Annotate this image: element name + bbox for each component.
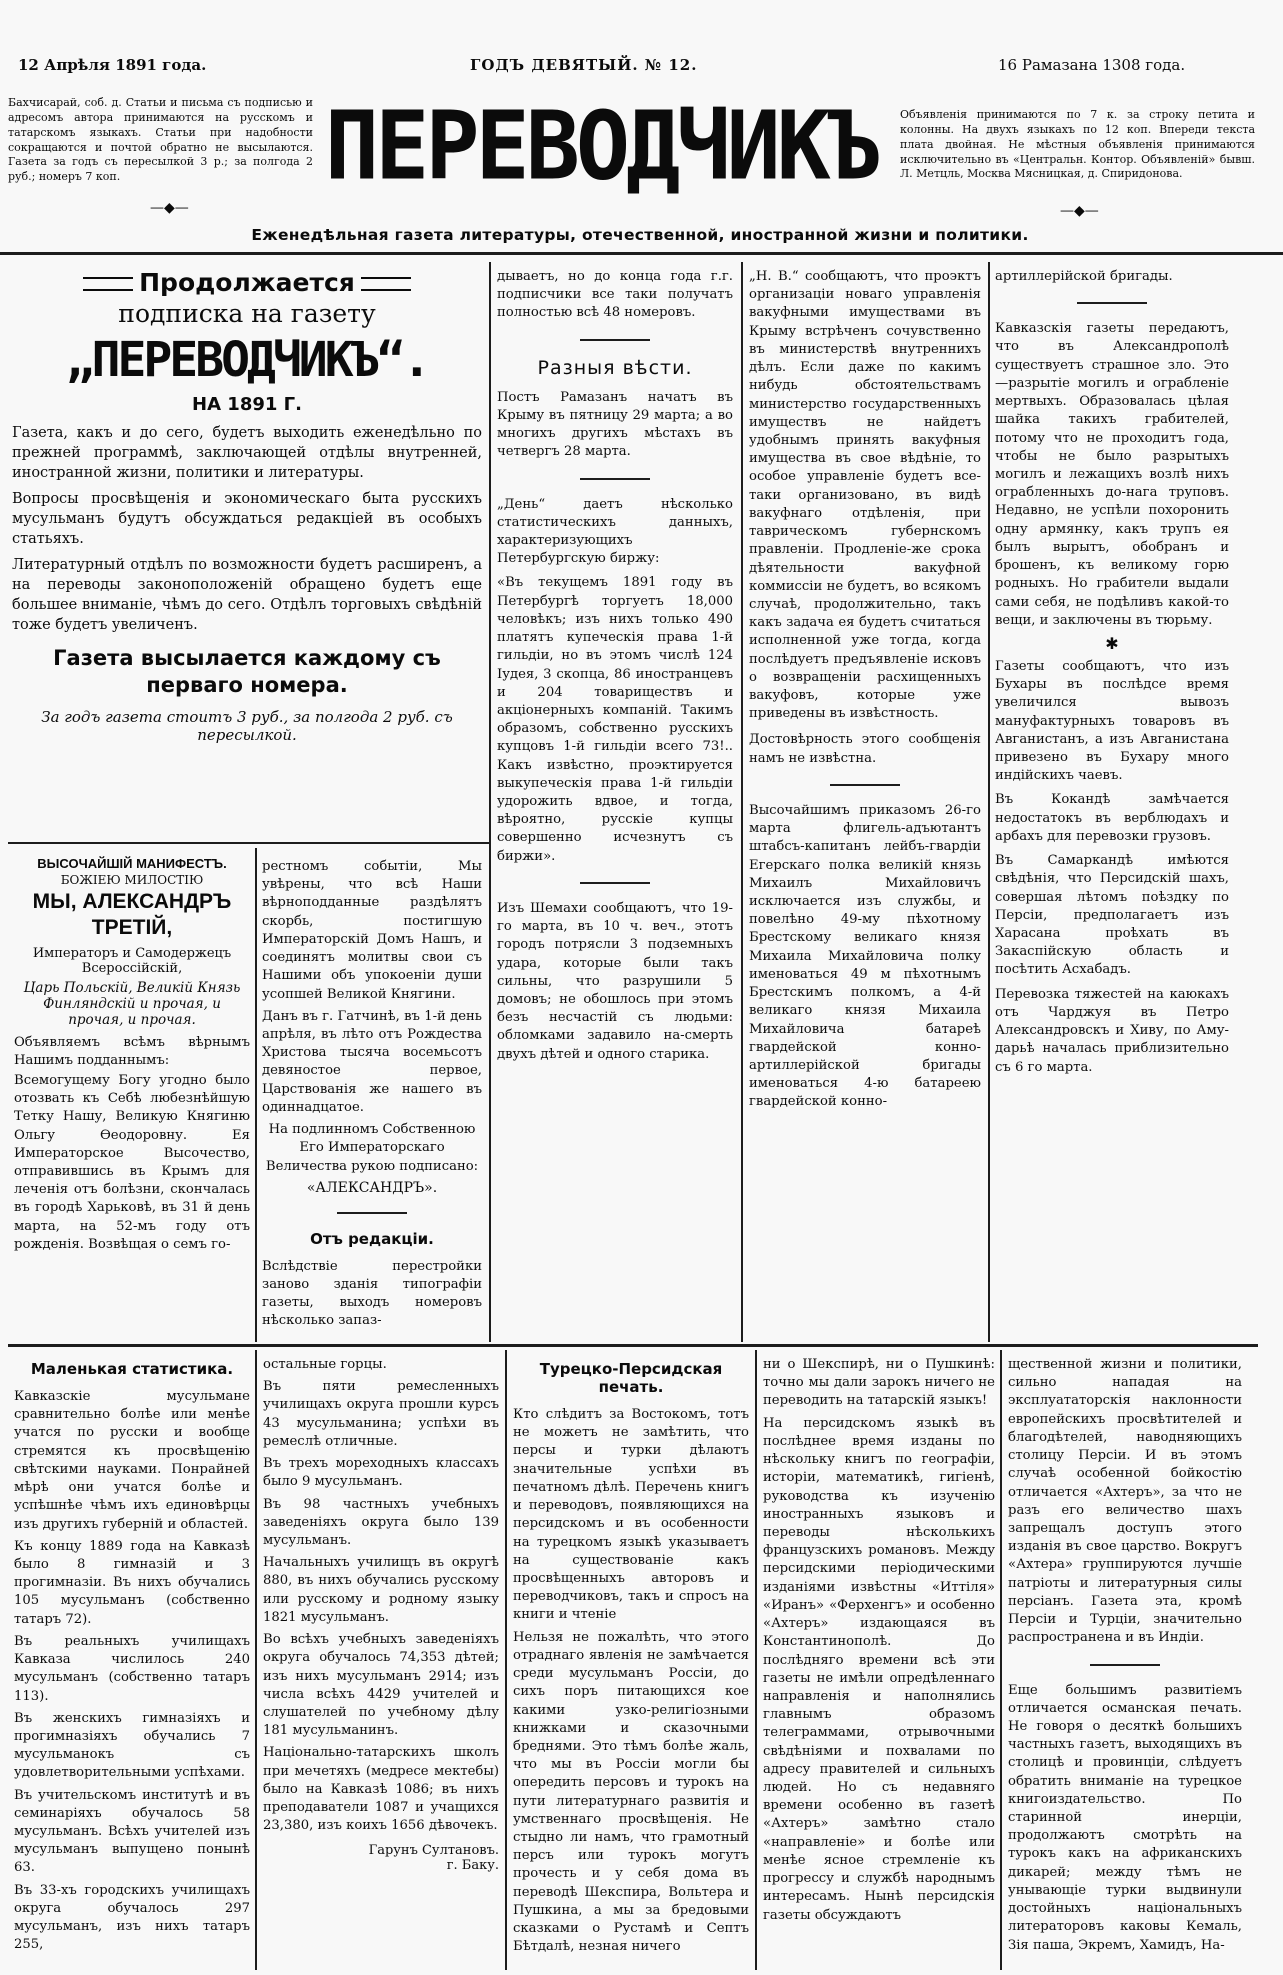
- subscription-paragraph: Литературный отдѣлъ по возможности будетъ расширенъ, а на переводы законоположеній обращено будетъ еще большее вниманіе, чѣмъ до сего. Отдѣлъ торговыхъ свѣдѣній тоже будетъ увеличенъ.: [12, 557, 482, 633]
- manifest-block: [14, 856, 250, 1254]
- manifest-titles2: Царь Польскій, Великій Князь Финляндскій и прочая, и прочая, и прочая.: [23, 979, 241, 1028]
- kokand-paragraph: Въ Кокандѣ замѣчается недостатокъ въ верблюдахъ и арбахъ для перевозки грузовъ.: [995, 792, 1229, 844]
- statistics-paragraph: Въ женскихъ гимназіяхъ и прогимназіяхъ обучались 7 мусульманокъ съ удовлетворительными успѣхами.: [14, 1710, 250, 1781]
- news-paragraph: «Въ текущемъ 1891 году въ Петербургѣ торгуетъ 18,000 человѣкъ; изъ нихъ только 490 платятъ купеческія права 1-й гильдіи, но въ этомъ числѣ 124 Іудея, 3 скопца, 86 иностранцевъ и 204 товариществъ и акціонерныхъ компаній. Такимъ образомъ, собственно русскихъ купцовъ 1-й гильдіи всего 73!.. Какъ извѣстно, проэктируется выкупеческія права 1-й гильдіи удорожить вдвое, и тогда, вѣроятно, русскіе купцы совершенно исчезнутъ съ биржи».: [497, 575, 733, 864]
- manifest-continuation: [262, 858, 482, 1331]
- divider: [830, 784, 900, 786]
- statistics-paragraph: Въ 98 частныхъ учебныхъ заведеніяхъ округа было 139 мусульманъ.: [263, 1496, 499, 1548]
- manifest-title: ВЫСОЧАЙШІЙ МАНИФЕСТЪ.: [37, 856, 227, 871]
- subscription-name: „ПЕРЕВОДЧИКЪ“.: [65, 332, 429, 388]
- date-right: 16 Рамазана 1308 года.: [998, 56, 1186, 74]
- manifest-paragraph: Данъ въ г. Гатчинѣ, въ 1-й день апрѣля, въ лѣто отъ Рождества Христова тысяча восемьсотъ девяностое первое, Царствованія же нашего въ одиннадцатое.: [262, 1008, 482, 1115]
- subscription-year: НА 1891 Г.: [192, 394, 302, 415]
- caucasus-continuation: артиллерійской бригады.: [995, 269, 1173, 284]
- column-rule: [489, 262, 491, 1342]
- column-rule: [255, 848, 257, 1342]
- star-divider-icon: ✱: [1105, 633, 1119, 653]
- manifest-name: МЫ, АЛЕКСАНДРЪ ТРЕТІЙ,: [32, 890, 232, 940]
- statistics-continuation: [263, 1356, 499, 1873]
- press-continuation-2: [1008, 1356, 1242, 1955]
- caucasus-paragraph: Кавказскія газеты передаютъ, что въ Александрополѣ существуетъ страшное зло. Это —разрытіе могилъ и ограбленіе мертвыхъ. Образовалась цѣлая шайка такихъ грабителей, потому что не проходитъ года, чтобы не было разрытыхъ могилъ и лежащихъ возлѣ нихъ ограбленныхъ до-нага труповъ. Недавно, не успѣли похоронить одну армянку, какъ трупъ ея былъ вырытъ, обобранъ и брошенъ, къ великому горю родныхъ. Но грабители выдали сами себя, не подѣливъ какой-то вещи, и заключены въ тюрьму.: [995, 321, 1229, 628]
- column-rule: [1000, 1350, 1002, 1970]
- subscription-block: [12, 268, 482, 744]
- divider: [337, 1212, 407, 1214]
- column-rule: [988, 262, 990, 1342]
- divider: [580, 478, 650, 480]
- statistics-paragraph: Въ пяти ремесленныхъ училищахъ округа прошли курсъ 43 мусульманина; успѣхи въ ремеслѣ отличные.: [263, 1379, 499, 1449]
- manifest-mercy: БОЖІЕЮ МИЛОСТІЮ: [60, 873, 204, 887]
- manifest-titles: Императоръ и Самодержецъ Всероссійскій,: [32, 945, 232, 976]
- manifest-paragraph: Всемогущему Богу угодно было отозвать къ Себѣ любезнѣйшую Тетку Нашу, Великую Княгиню Ольгу Ѳеодоровну. Ея Императорское Высочество, отправившись въ Крымъ для леченія отъ болѣзни, скончалась въ городѣ Харьковѣ, въ 31 й день марта, на 52-мъ году отъ рожденія. Возвѣщая о семъ го-: [14, 1072, 250, 1252]
- news-heading: Разныя вѣсти.: [537, 356, 693, 379]
- press-paragraph: На персидскомъ языкѣ въ послѣднее время изданы по нѣскольку книгъ по географіи, исторіи, математикѣ, гигіенѣ, руководства къ изученію иностранныхъ языковъ и переводы нѣсколькихъ французскихъ романовъ. Между персидскими періодическими изданіями извѣстны «Иттіля» «Иранъ» «Ферхенгъ» и особенно «Ахтеръ» издающаяся въ Константинополѣ. До послѣдняго времени всѣ эти газеты не имѣли опредѣленнаго направленія и наполнялись главнымъ образомъ телеграммами, отрывочными свѣдѣніями и похвалами по адресу правителей и сильныхъ людей. Но съ недавняго времени особенно въ газетѣ «Ахтеръ» замѣтно стало «направленіе» и болѣе или менѣе ясное стремленіе къ прогрессу и службѣ народнымъ интересамъ. Нынѣ персидскія газеты обсуждаютъ: [763, 1415, 995, 1923]
- news-paragraph: „День“ даетъ нѣсколько статистическихъ данныхъ, характеризующихъ Петербургскую биржу:: [497, 496, 733, 567]
- subscription-paragraph: Вопросы просвѣщенія и экономическаго быта русскихъ мусульманъ будутъ обсуждаться редакціей въ особыхъ статьяхъ.: [12, 491, 482, 547]
- statistics-paragraph: Въ реальныхъ училищахъ Кавказа числилось 240 мусульманъ (собственно татаръ 113).: [14, 1633, 250, 1704]
- column-rule: [755, 1350, 757, 1970]
- column-caucasus: [995, 268, 1229, 1077]
- subscription-bold-line: Газета высылается каждому съ перваго номера.: [53, 646, 441, 698]
- divider: [1077, 302, 1147, 304]
- subscription-paragraph: Газета, какъ и до сего, будетъ выходить еженедѣльно по прежней программѣ, заключающей отдѣлы внутренней, иностранной жизни, политики и литературы.: [12, 425, 482, 481]
- subtitle: Еженедѣльная газета литературы, отечественной, иностранной жизни и политики.: [251, 226, 1029, 244]
- divider: [1090, 1664, 1160, 1666]
- press-heading: Турецко-Персидская печать.: [539, 1360, 723, 1396]
- right-notice: Объявленія принимаются по 7 к. за строку петита и колонны. На двухъ языкахъ по 12 коп. Впереди текста плата двойная. Не мѣстныя объявленія принимаются исключительно въ «Центральн. Контор. Объявленій» бывш. Л. Метцль, Москва Мясницкая, д. Спиридонова.: [900, 108, 1255, 181]
- statistics-paragraph: Начальныхъ училищъ въ округѣ 880, въ нихъ обучались русскому или русскому и родному языку 1821 мусульманъ.: [263, 1555, 499, 1625]
- date-left: 12 Апрѣля 1891 года.: [18, 56, 207, 74]
- order-paragraph: Высочайшимъ приказомъ 26-го марта флигель-адъютантъ штабсъ-капитанъ лейбъ-гвардіи Егерскаго полка великій князь Михаилъ Михайловичъ исключается изъ службы, и повелѣно 49-му пѣхотному Брестскому великаго князя Михаила Михайловича полку именоваться 49 м пѣхотнымъ Брестскимъ полкомъ, а 4-й великаго князя Михаила Михайловича батареѣ гвардейской конно-артиллерійской бригады именоваться 4-ю батареею гвардейской конно-: [749, 802, 981, 1110]
- column-rule: [255, 1350, 257, 1970]
- editorial-heading: Отъ редакціи.: [310, 1229, 434, 1248]
- ornament-icon-right: —◆—: [1060, 203, 1099, 219]
- subscription-line1: Продолжается: [139, 268, 355, 297]
- press-paragraph: Еще большимъ развитіемъ отличается османская печать. Не говоря о десяткѣ большихъ частныхъ газетъ, выходящихъ въ столицѣ и провинціи, слѣдуетъ обратить вниманіе на турецкое книгоиздательство. По старинной инерціи, продолжаютъ смотрѣть на турокъ какъ на африканскихъ дикарей; между тѣмъ не унывающіе турки выдвинули достойныхъ національныхъ литераторовъ каковы Кемаль, Зія паша, Экремъ, Хамидъ, На-: [1008, 1682, 1242, 1953]
- statistics-paragraph: Кавказскіе мусульмане сравнительно болѣе или менѣе учатся по русски и вообще стремятся къ просвѣщенію свѣтскими науками. Понрайней мѣрѣ они учатся болѣе и успѣшнѣе чѣмъ ихъ единовѣрцы изъ другихъ губерній и областей.: [14, 1389, 250, 1532]
- divider: [580, 339, 650, 341]
- statistics-paragraph: остальные горцы.: [263, 1357, 387, 1372]
- press-continuation: [763, 1356, 995, 1925]
- statistics-paragraph: Во всѣхъ учебныхъ заведеніяхъ округа обучалось 74,353 дѣтей; изъ нихъ мусульманъ 2914; изъ числа всѣхъ 4429 учителей и слушателей по учебному дѣлу 181 мусульманинъ.: [263, 1632, 499, 1739]
- issue-number: ГОДЪ ДЕВЯТЫЙ. № 12.: [470, 56, 698, 74]
- subscription-line2: подписка на газету: [118, 299, 376, 328]
- press-paragraph: Кто слѣдитъ за Востокомъ, тотъ не можетъ не замѣтить, что персы и турки дѣлаютъ значительные успѣхи въ печатномъ дѣлѣ. Перечень книгъ и переводовъ, появляющихся на персидскомъ и въ особенности на турецкомъ языкѣ указываетъ на существованіе какъ просвѣщенныхъ авторовъ и переводчиковъ, такъ и спросъ на книги и чтеніе: [513, 1407, 749, 1623]
- news-paragraph: Постъ Рамазанъ начатъ въ Крыму въ пятницу 29 марта; а во многихъ другихъ мѣстахъ въ четвергъ 28 марта.: [497, 389, 733, 460]
- author-signature: Гарунъ Султановъ.: [368, 1843, 499, 1859]
- column-news: [497, 268, 733, 1064]
- left-notice: Бахчисарай, соб. д. Статьи и письма съ подписью и адресомъ автора принимаются на русскомъ и татарскомъ языкахъ. Статьи при надобности сокращаются и почтой обратно не высылаются. Газета за годъ съ пересылкой 3 р.; за полгода 2 руб.; номеръ 7 коп.: [8, 96, 313, 184]
- divider: [580, 882, 650, 884]
- manifest-signature: «АЛЕКСАНДРЪ».: [306, 1179, 438, 1196]
- section-rule: [8, 1344, 1258, 1347]
- subscription-price: За годъ газета стоитъ 3 руб., за полгода 2 руб. съ пересылкой.: [41, 707, 453, 744]
- vakuf-note: Достовѣрность этого сообщенія намъ не извѣстна.: [749, 732, 981, 766]
- statistics-heading: Маленькая статистика.: [30, 1360, 234, 1378]
- manifest-paragraph: На подлинномъ Собственною Его Императорскаго Величества рукою подписано:: [265, 1122, 479, 1174]
- statistics-paragraph: Въ трехъ мореходныхъ классахъ было 9 мусульманъ.: [263, 1456, 499, 1490]
- statistics-paragraph: Къ концу 1889 года на Кавказѣ было 8 гимназій и 3 прогимназіи. Въ нихъ обучались 105 мусульманъ (собственно татаръ 72).: [14, 1538, 250, 1627]
- masthead-title: ПЕРЕВОДЧИКЪ: [325, 91, 878, 202]
- manifest-paragraph: рестномъ событіи, Мы увѣрены, что всѣ Наши вѣрноподданные раздѣлятъ скорбь, постигшую Императорскій Домъ Нашъ, и соединятъ молитвы свои съ Нашими объ упокоеніи души усопшей Великой Княгини.: [262, 859, 482, 1002]
- statistics-article: [14, 1356, 250, 1955]
- manifest-paragraph: Объявляемъ всѣмъ вѣрнымъ Нашимъ подданнымъ:: [14, 1034, 250, 1068]
- press-paragraph: щественной жизни и политики, сильно нападая на эксплуататорскія наклонности европейскихъ просвѣтителей и благодѣтелей, наводняющихъ столицу Персіи. И въ этомъ случаѣ особенной бойкостію отличается «Ахтеръ», за что не разъ его величество шахъ запрещалъ доступъ этого изданія въ свое царство. Вокругъ «Ахтера» группируются лучшіе патріоты и литературныя силы персіанъ. Газета эта, кромѣ Персіи и Турціи, значительно распространена и въ Индіи.: [1008, 1357, 1242, 1646]
- news-paragraph: Изъ Шемахи сообщаютъ, что 19-го марта, въ 10 ч. веч., этотъ городъ потрясли 3 подземныхъ удара, которые были такъ сильны, что разрушили 5 домовъ; не обошлось при этомъ безъ несчастій съ людьми: обломками задавило на-смерть двухъ дѣтей и одного старика.: [497, 900, 733, 1062]
- transport-paragraph: Перевозка тяжестей на каюкахъ отъ Чарджуя въ Петро Александровскъ и Хиву, по Аму-дарьѣ началась приблизительно съ 6 го марта.: [995, 986, 1229, 1075]
- press-paragraph: Нельзя не пожалѣть, что этого отраднаго явленія не замѣчается среди мусульманъ Россіи, до сихъ поръ питающихся кое какими узко-религіозными книжками и сказочными бреднями. Это тѣмъ болѣе жаль, что мы въ Россіи могли бы опередить персовъ и турокъ на пути литературнаго развитія и умственнаго просвѣщенія. Не стыдно ли намъ, что грамотный персъ или турокъ могутъ прочесть и у себя дома въ переводѣ Шекспира, Вольтера и Пушкина, а мы за бредовыми сказками о Рустамѣ и Септъ Бѣтдалѣ, незная ничего: [513, 1629, 749, 1955]
- column-vakuf: [749, 268, 981, 1112]
- samarkand-paragraph: Въ Самаркандѣ имѣются свѣдѣнія, что Персидскій шахъ, совершая лѣтомъ поѣздку по Персіи, предполагаетъ изъ Харасана проѣхать въ Закаспійскую область и посѣтить Асхабадъ.: [995, 853, 1229, 978]
- press-paragraph: ни о Шекспирѣ, ни о Пушкинѣ: точно мы дали зарокъ ничего не переводить на татарскій языкъ!: [763, 1357, 995, 1409]
- bukhara-paragraph: Газеты сообщаютъ, что изъ Бухары въ послѣдсе время увеличился вывозъ мануфактурныхъ товаровъ въ Авганистанъ, а изъ Авганистана привезено въ Бухару много индійскихъ чаевъ.: [995, 658, 1229, 784]
- author-city: г. Баку.: [446, 1858, 499, 1874]
- ornament-icon: —◆—: [150, 200, 189, 216]
- header-rule: [0, 252, 1283, 255]
- statistics-paragraph: Въ учительскомъ институтѣ и въ семинаріяхъ обучалось 58 мусульманъ. Всѣхъ учителей изъ мусульманъ выпущено понынѣ 63.: [14, 1787, 250, 1876]
- column-rule: [741, 262, 743, 1342]
- press-article: [513, 1356, 749, 1957]
- editorial-text: Вслѣдствіе перестройки заново зданія типографіи газеты, выходъ номеровъ нѣсколько запаз-: [262, 1258, 482, 1329]
- news-continuation: дываетъ, но до конца года г.г. подписчики все таки получатъ полностью всѣ 48 номеровъ.: [497, 269, 733, 321]
- vakuf-paragraph: „Н. В.“ сообщаютъ, что проэктъ организаціи новаго управленія вакуфными имуществами въ Крыму встрѣченъ сочувственно въ министерствѣ внутреннихъ дѣлъ. Если даже по какимъ нибудь обстоятельствамъ министерство государственныхъ имуществъ не найдетъ удобнымъ принять вакуфныя имущества въ свое вѣдѣніе, то особое управленіе будетъ все-таки организовано, въ видѣ вакуфнаго отдѣленія, при таврическомъ губернскомъ правленіи. Продленіе-же срока дѣятельности вакуфной коммиссіи не будетъ, во всякомъ случаѣ, продолжительно, такъ какъ задача ея будетъ считаться исполненной уже тогда, когда послѣдуетъ предъявленіе исковъ о возвращеніи расхищенныхъ вакуфовъ, которые уже приведены въ извѣстность.: [749, 269, 981, 722]
- section-rule: [8, 842, 489, 844]
- column-rule: [505, 1350, 507, 1970]
- statistics-paragraph: Національно-татарскихъ школъ при мечетяхъ (медресе мектебы) было на Кавказѣ 1086; въ нихъ преподаватели 1087 и учащихся 23,380, изъ коихъ 1656 дѣвочекъ.: [263, 1745, 499, 1834]
- statistics-paragraph: Въ 33-хъ городскихъ училищахъ округа обучалось 297 мусульманъ, изъ нихъ татаръ 255,: [14, 1882, 250, 1953]
